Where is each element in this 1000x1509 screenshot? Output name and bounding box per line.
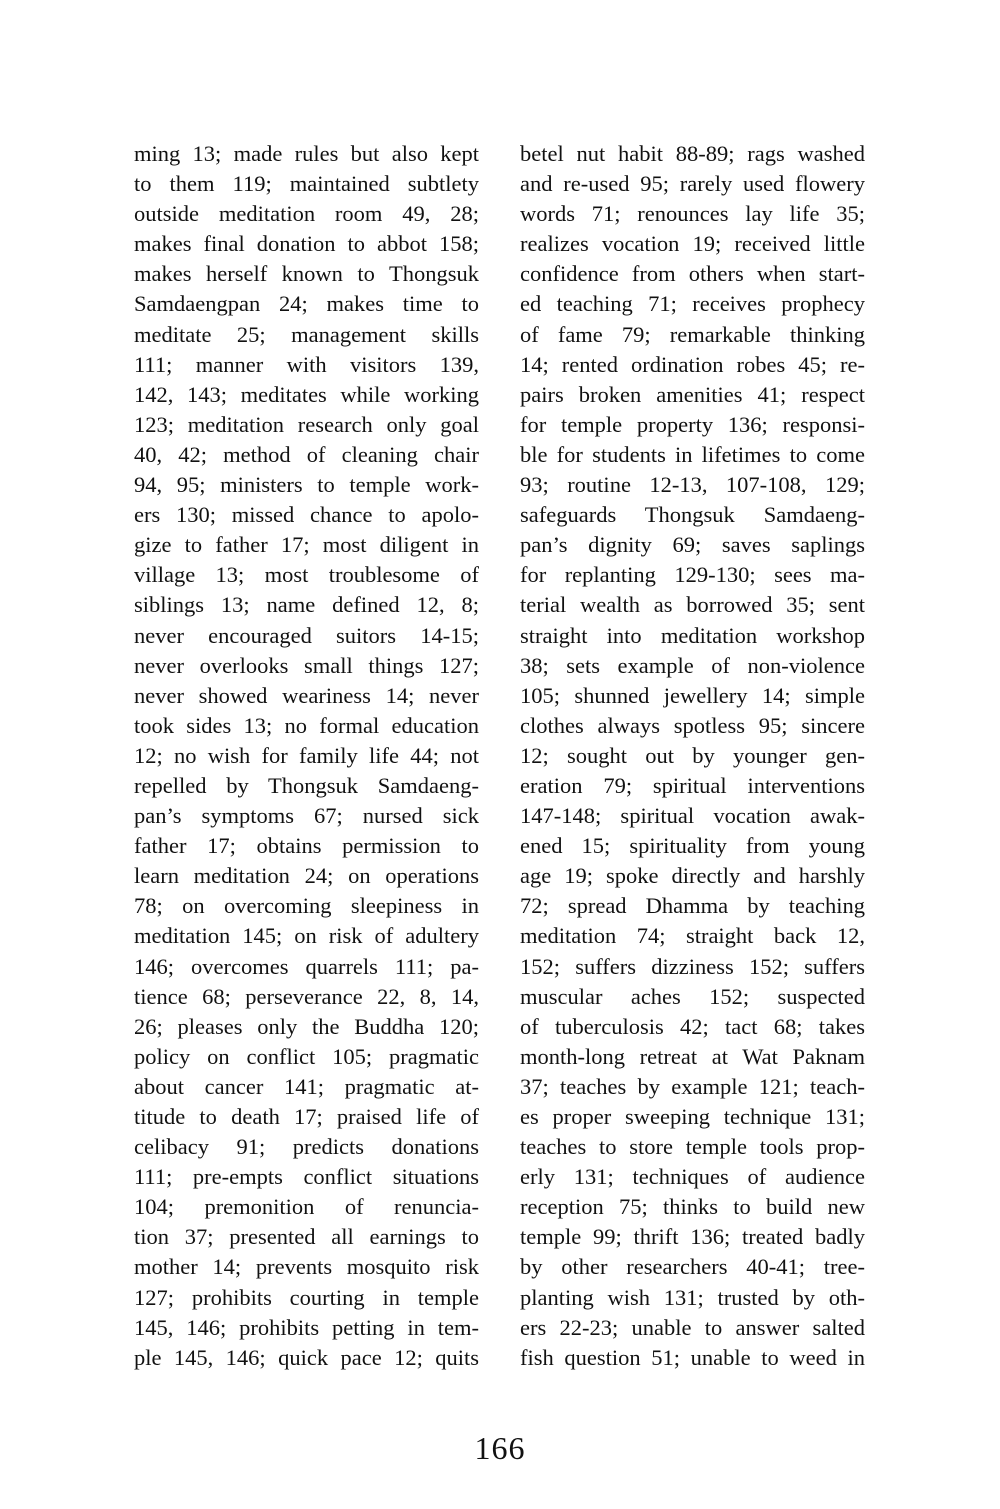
index-line: 38; sets example of non-violence: [520, 652, 865, 678]
index-line: 94, 95; ministers to temple work-: [134, 472, 479, 498]
index-line: meditate 25; management skills: [134, 321, 479, 347]
index-line: 111; manner with visitors 139,: [134, 351, 479, 377]
index-line: temple 99; thrift 136; treated badly: [520, 1224, 865, 1250]
index-line: 78; on overcoming sleepiness in: [134, 893, 479, 919]
index-line: of fame 79; remarkable thinking: [520, 321, 865, 347]
index-line: outside meditation room 49, 28;: [134, 201, 479, 227]
index-line: es proper sweeping technique 131;: [520, 1104, 865, 1129]
index-line: 93; routine 12-13, 107-108, 129;: [520, 472, 865, 498]
index-line: meditation 145; on risk of adultery: [134, 923, 479, 949]
index-line: ers 22-23; unable to answer salted: [520, 1314, 865, 1340]
index-line: terial wealth as borrowed 35; sent: [520, 592, 865, 618]
index-line: father 17; obtains permission to: [134, 833, 479, 859]
index-line: fish question 51; unable to weed in: [520, 1344, 865, 1370]
index-line: and re-used 95; rarely used flowery: [520, 171, 865, 197]
index-line: repelled by Thongsuk Samdaeng-: [134, 772, 479, 798]
index-line: for replanting 129-130; sees ma-: [520, 562, 865, 588]
index-line: never showed weariness 14; never: [134, 682, 479, 708]
index-line: age 19; spoke directly and harshly: [520, 863, 865, 889]
index-line: 12; sought out by younger gen-: [520, 742, 865, 768]
index-line: ed teaching 71; receives prophecy: [520, 291, 865, 317]
index-column-right: [520, 139, 865, 1373]
index-line: pan’s dignity 69; saves saplings: [520, 532, 865, 558]
index-line: safeguards Thongsuk Samdaeng-: [520, 502, 865, 528]
index-line: clothes always spotless 95; sincere: [520, 712, 865, 738]
index-line: muscular aches 152; suspected: [520, 983, 865, 1009]
index-line: learn meditation 24; on operations: [134, 863, 479, 889]
index-line: 105; shunned jewellery 14; simple: [520, 682, 865, 708]
index-line: teaches to store temple tools prop-: [520, 1134, 865, 1160]
index-line: mother 14; prevents mosquito risk: [134, 1254, 479, 1280]
index-line: reception 75; thinks to build new: [520, 1194, 865, 1220]
index-line: Samdaengpan 24; makes time to: [134, 291, 479, 317]
index-line: by other researchers 40-41; tree-: [520, 1254, 865, 1280]
index-line: erly 131; techniques of audience: [520, 1164, 865, 1190]
index-line: for temple property 136; responsi-: [520, 411, 865, 437]
index-line: 12; no wish for family life 44; not: [134, 742, 479, 768]
index-line: makes herself known to Thongsuk: [134, 261, 479, 287]
index-line: gize to father 17; most diligent in: [134, 532, 479, 558]
index-line: ers 130; missed chance to apolo-: [134, 502, 479, 528]
index-line: tion 37; presented all earnings to: [134, 1224, 479, 1250]
index-line: 123; meditation research only goal: [134, 411, 479, 437]
index-line: straight into meditation workshop: [520, 622, 865, 648]
index-line: ble for students in lifetimes to come: [520, 441, 865, 467]
index-line: month-long retreat at Wat Paknam: [520, 1043, 865, 1069]
index-line: makes final donation to abbot 158;: [134, 231, 479, 257]
index-line: 145, 146; prohibits petting in tem-: [134, 1314, 479, 1340]
index-line: policy on conflict 105; pragmatic: [134, 1043, 479, 1069]
index-line: never overlooks small things 127;: [134, 652, 479, 678]
index-line: village 13; most troublesome of: [134, 562, 479, 588]
index-line: ened 15; spirituality from young: [520, 833, 865, 859]
index-line: words 71; renounces lay life 35;: [520, 201, 865, 227]
index-line: 104; premonition of renuncia-: [134, 1194, 479, 1220]
index-line: celibacy 91; predicts donations: [134, 1134, 479, 1160]
index-line: meditation 74; straight back 12,: [520, 923, 865, 949]
index-line: never encouraged suitors 14-15;: [134, 622, 479, 648]
index-line: confidence from others when start-: [520, 261, 865, 287]
index-line: 127; prohibits courting in temple: [134, 1284, 479, 1310]
index-line: 40, 42; method of cleaning chair: [134, 441, 479, 467]
index-line: 111; pre-empts conflict situations: [134, 1164, 479, 1190]
index-line: 147-148; spiritual vocation awak-: [520, 803, 865, 829]
index-line: tience 68; perseverance 22, 8, 14,: [134, 983, 479, 1009]
index-column-left: [134, 139, 479, 1373]
index-line: betel nut habit 88-89; rags washed: [520, 141, 865, 166]
index-line: ming 13; made rules but also kept: [134, 141, 479, 166]
index-line: 26; pleases only the Buddha 120;: [134, 1013, 479, 1039]
index-line: ple 145, 146; quick pace 12; quits: [134, 1344, 479, 1370]
index-line: pairs broken amenities 41; respect: [520, 381, 865, 407]
index-line: 152; suffers dizziness 152; suffers: [520, 953, 865, 979]
index-line: eration 79; spiritual interventions: [520, 772, 865, 798]
index-line: 14; rented ordination robes 45; re-: [520, 351, 865, 377]
page-number: 166: [474, 1430, 526, 1466]
index-line: realizes vocation 19; received little: [520, 231, 865, 257]
index-line: 146; overcomes quarrels 111; pa-: [134, 953, 479, 979]
index-line: 37; teaches by example 121; teach-: [520, 1073, 865, 1099]
index-line: siblings 13; name defined 12, 8;: [134, 592, 479, 618]
index-line: pan’s symptoms 67; nursed sick: [134, 803, 479, 829]
index-line: 72; spread Dhamma by teaching: [520, 893, 865, 919]
index-line: about cancer 141; pragmatic at-: [134, 1073, 479, 1099]
index-line: of tuberculosis 42; tact 68; takes: [520, 1013, 865, 1039]
index-line: titude to death 17; praised life of: [134, 1104, 479, 1129]
index-line: planting wish 131; trusted by oth-: [520, 1284, 865, 1310]
index-line: took sides 13; no formal education: [134, 712, 479, 738]
index-line: to them 119; maintained subtlety: [134, 171, 479, 197]
index-line: 142, 143; meditates while working: [134, 381, 479, 407]
